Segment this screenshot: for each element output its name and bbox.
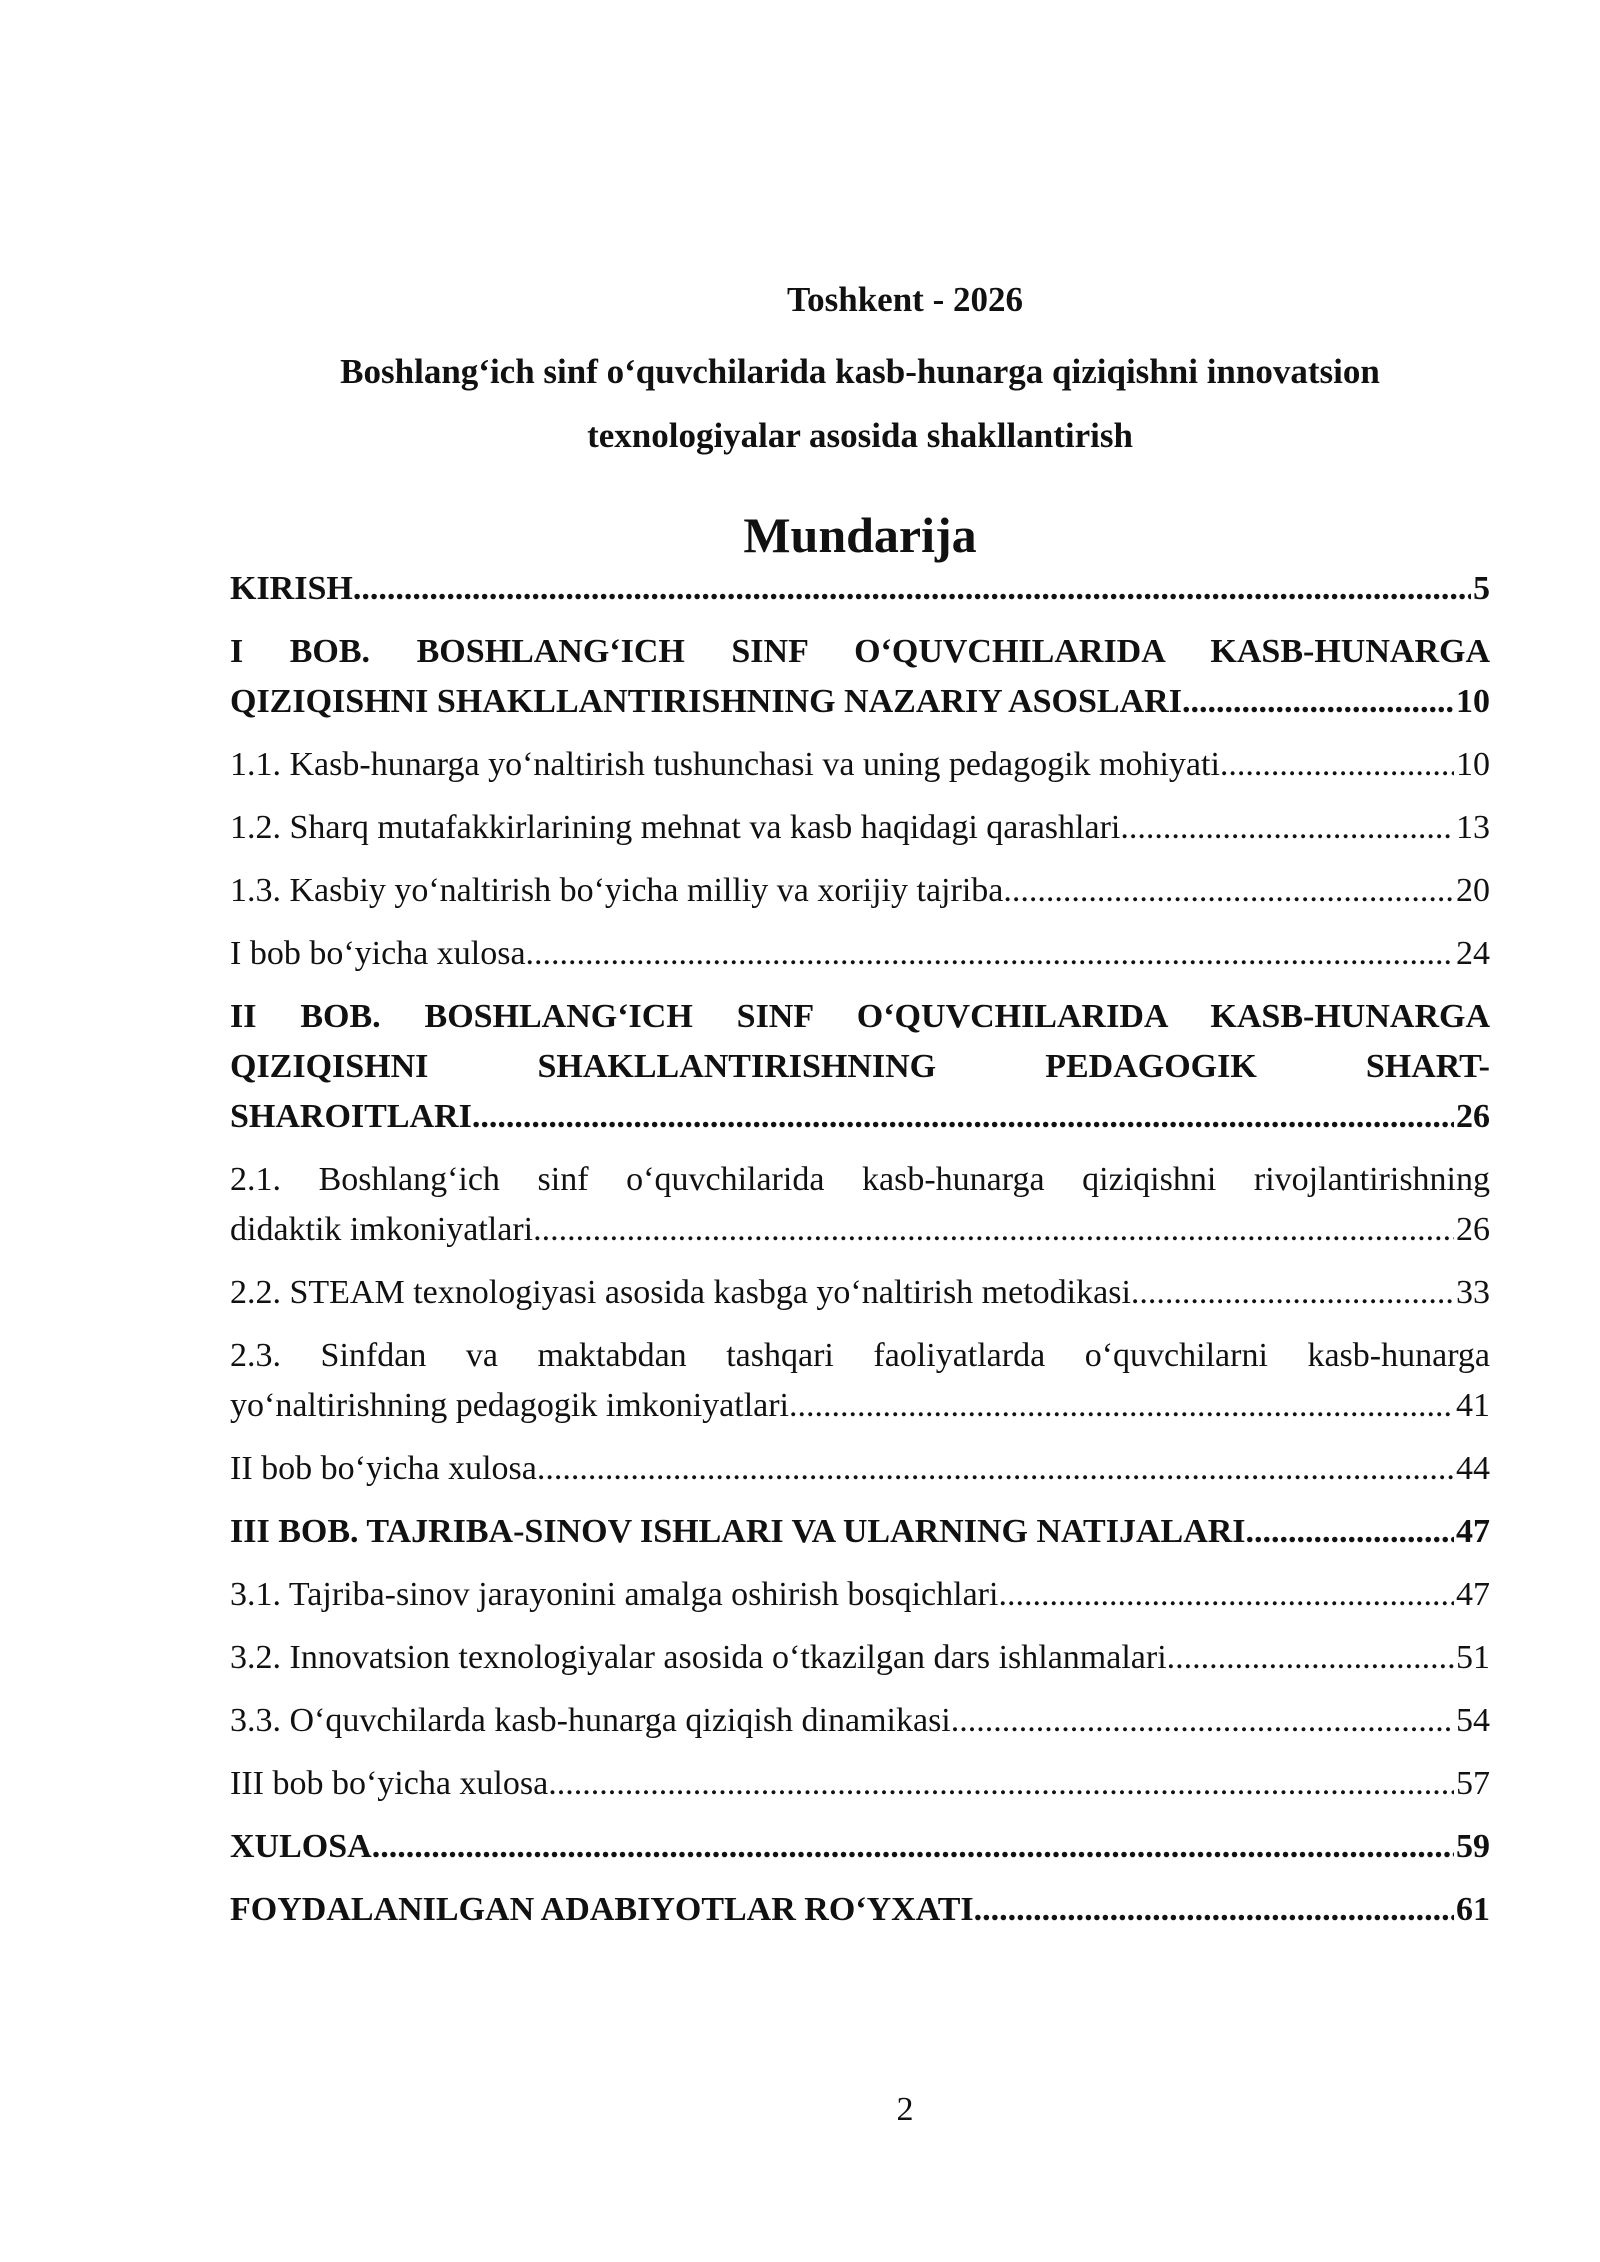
toc-entry-chapter-3	[230, 1507, 1490, 1557]
leader-dots	[1003, 866, 1454, 916]
toc-page-number: 59	[1456, 1828, 1490, 1865]
leader-dots	[1167, 1633, 1454, 1683]
toc-entry-text: yo‘naltirishning pedagogik imkoniyatlari	[230, 1387, 790, 1424]
leader-dots	[548, 1759, 1454, 1809]
document-title	[230, 340, 1490, 468]
toc-entry-kirish	[230, 564, 1490, 614]
toc-page-number: 47	[1456, 1576, 1490, 1613]
toc-entry-text: didaktik imkoniyatlari	[230, 1211, 534, 1248]
document-title-line: Boshlang‘ich sinf o‘quvchilarida kasb-hunarga qiziqishni innovatsion	[340, 352, 1380, 391]
toc-entry-text: III bob bo‘yicha xulosa	[230, 1765, 549, 1802]
toc-entry-text: 2.3. Sinfdan va maktabdan tashqari faoliyatlarda o‘quvchilarni kasb-hunarga	[230, 1337, 1490, 1374]
leader-dots	[998, 1570, 1454, 1620]
leader-dots	[1220, 740, 1454, 790]
toc-page-number: 26	[1456, 1098, 1490, 1135]
toc-page-number: 13	[1456, 809, 1490, 846]
toc-entry-text: SHAROITLARI	[230, 1098, 472, 1135]
toc-entry-section-1-2	[230, 803, 1490, 853]
city-year: Toshkent - 2026	[787, 280, 1023, 319]
toc-entry-text: XULOSA	[230, 1828, 372, 1865]
leader-dots	[974, 1885, 1454, 1935]
toc-entry-section-1-3	[230, 866, 1490, 916]
leader-dots	[472, 1092, 1454, 1142]
toc-entry-text: 3.1. Tajriba-sinov jarayonini amalga oshirish bosqichlari	[230, 1576, 999, 1613]
leader-dots	[533, 1205, 1454, 1255]
toc-entry-section-2-2	[230, 1268, 1490, 1318]
toc-entry-chapter-1-conclusion	[230, 929, 1490, 979]
toc-page-number: 44	[1456, 1450, 1490, 1487]
toc-entry-text: QIZIQISHNI SHAKLLANTIRISHNING PEDAGOGIK SHART-	[230, 1048, 1490, 1085]
toc-entry-text: 1.2. Sharq mutafakkirlarining mehnat va kasb haqidagi qarashlari	[230, 809, 1121, 846]
toc-page-number: 57	[1456, 1765, 1490, 1802]
toc-entry-chapter-1	[230, 627, 1490, 727]
toc-page-number: 26	[1456, 1211, 1490, 1248]
toc-page-number: 47	[1456, 1513, 1490, 1550]
toc-entry-section-2-3	[230, 1331, 1490, 1431]
toc-entry-text: QIZIQISHNI SHAKLLANTIRISHNING NAZARIY ASOSLARI	[230, 683, 1182, 720]
document-title-line: texnologiyalar asosida shakllantirish	[587, 416, 1133, 455]
toc-entry-section-1-1	[230, 740, 1490, 790]
table-of-contents	[230, 564, 1490, 1948]
page-number: 2	[896, 2091, 914, 2128]
toc-entry-text: 2.1. Boshlang‘ich sinf o‘quvchilarida kasb-hunarga qiziqishni rivojlantirishning	[230, 1161, 1490, 1198]
toc-entry-references	[230, 1885, 1490, 1935]
toc-entry-text: III BOB. TAJRIBA-SINOV ISHLARI VA ULARNING NATIJALARI	[230, 1513, 1246, 1550]
toc-entry-text: II BOB. BOSHLANG‘ICH SINF O‘QUVCHILARIDA KASB-HUNARGA	[230, 998, 1490, 1035]
toc-entry-text: FOYDALANILGAN ADABIYOTLAR RO‘YXATI	[230, 1891, 974, 1928]
toc-page-number: 24	[1456, 935, 1490, 972]
toc-entry-chapter-3-conclusion	[230, 1759, 1490, 1809]
leader-dots	[1131, 1268, 1454, 1318]
leader-dots	[526, 929, 1454, 979]
leader-dots	[372, 1822, 1454, 1872]
toc-page-number: 51	[1456, 1639, 1490, 1676]
leader-dots	[1182, 677, 1454, 727]
toc-entry-text: 1.3. Kasbiy yo‘naltirish bo‘yicha milliy va xorijiy tajriba	[230, 872, 1004, 909]
toc-entry-text: 3.2. Innovatsion texnologiyalar asosida o‘tkazilgan dars ishlanmalari	[230, 1639, 1167, 1676]
toc-entry-text: I bob bo‘yicha xulosa	[230, 935, 526, 972]
toc-entry-section-3-2	[230, 1633, 1490, 1683]
toc-heading: Mundarija	[743, 507, 977, 563]
toc-page-number: 54	[1456, 1702, 1490, 1739]
leader-dots	[1120, 803, 1454, 853]
leader-dots	[951, 1696, 1454, 1746]
leader-dots	[537, 1444, 1454, 1494]
toc-page-number: 41	[1456, 1387, 1490, 1424]
toc-entry-chapter-2-conclusion	[230, 1444, 1490, 1494]
toc-entry-chapter-2	[230, 992, 1490, 1142]
toc-entry-text: KIRISH	[230, 570, 353, 607]
toc-page-number: 61	[1456, 1891, 1490, 1928]
leader-dots	[353, 564, 1471, 614]
leader-dots	[789, 1381, 1454, 1431]
toc-entry-xulosa	[230, 1822, 1490, 1872]
toc-page-number: 5	[1473, 570, 1490, 607]
toc-entry-section-3-3	[230, 1696, 1490, 1746]
toc-entry-text: 2.2. STEAM texnologiyasi asosida kasbga yo‘naltirish metodikasi	[230, 1274, 1131, 1311]
toc-entry-text: I BOB. BOSHLANG‘ICH SINF O‘QUVCHILARIDA KASB-HUNARGA	[230, 633, 1490, 670]
toc-entry-section-3-1	[230, 1570, 1490, 1620]
toc-page-number: 20	[1456, 872, 1490, 909]
toc-entry-text: 3.3. O‘quvchilarda kasb-hunarga qiziqish dinamikasi	[230, 1702, 951, 1739]
toc-page-number: 33	[1456, 1274, 1490, 1311]
leader-dots	[1246, 1507, 1454, 1557]
toc-entry-section-2-1	[230, 1155, 1490, 1255]
toc-entry-text: II bob bo‘yicha xulosa	[230, 1450, 537, 1487]
toc-page-number: 10	[1456, 746, 1490, 783]
toc-entry-text: 1.1. Kasb-hunarga yo‘naltirish tushunchasi va uning pedagogik mohiyati	[230, 746, 1220, 783]
toc-page-number: 10	[1456, 683, 1490, 720]
